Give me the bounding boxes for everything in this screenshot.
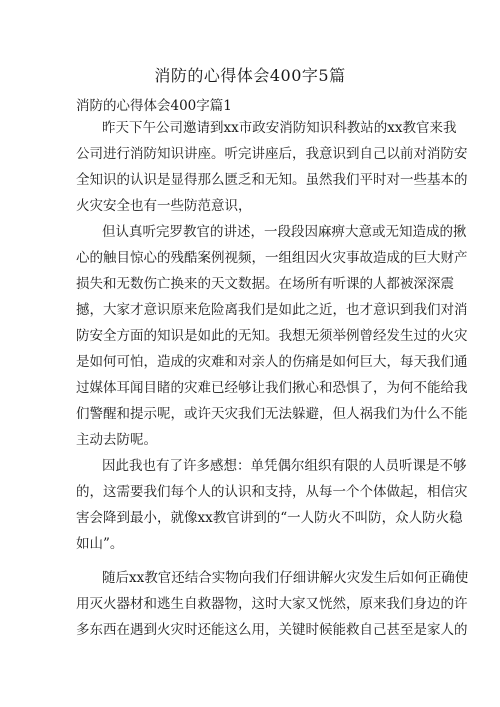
paragraph-line: 昨天下午公司邀请到xx市政安消防知识科教站的xx教官来我: [102, 120, 457, 136]
paragraph-line: 撼，大家才意识原来危险离我们是如此之近，也才意识到我们对消: [76, 302, 468, 318]
paragraph-line: 主动去防呢。: [76, 432, 157, 448]
paragraph-line: 如山”。: [76, 536, 124, 552]
paragraph-line: 火灾安全也有一些防范意识，: [76, 198, 252, 214]
document-subtitle: 消防的心得体会400字篇1: [76, 98, 232, 114]
paragraph-line: 损失和无数伤亡换来的天文数据。在场所有听课的人都被深深震: [76, 276, 454, 292]
paragraph-line: 害会降到最小，就像xx教官讲到的“一人防火不叫防，众人防火稳: [76, 510, 463, 526]
paragraph-line: 全知识的认识是显得那么匮乏和无知。虽然我们平时对一些基本的: [76, 172, 468, 188]
paragraph-line: 用灭火器材和逃生自救器物，这时大家又恍然，原来我们身边的许: [76, 596, 468, 612]
document-title: 消防的心得体会400字5篇: [154, 66, 346, 85]
paragraph-line: 防安全方面的知识是如此的无知。我想无须举例曾经发生过的火灾: [76, 328, 468, 344]
paragraph-line: 多东西在遇到火灾时还能这么用，关键时候能救自己甚至是家人的: [76, 622, 468, 638]
paragraph-line: 是如何可怕，造成的灾难和对亲人的伤痛是如何巨大，每天我们通: [76, 354, 468, 370]
paragraph-line: 随后xx教官还结合实物向我们仔细讲解火灾发生后如何正确使: [102, 570, 469, 586]
paragraph-line: 因此我也有了许多感想：单凭偶尔组织有限的人员听课是不够: [102, 458, 467, 474]
paragraph-line: 公司进行消防知识讲座。听完讲座后，我意识到自己以前对消防安: [76, 146, 468, 162]
paragraph-line: 但认真听完罗教官的讲述，一段段因麻痹大意或无知造成的揪: [102, 224, 467, 240]
paragraph-line: 过媒体耳闻目睹的灾难已经够让我们揪心和恐惧了，为何不能给我: [76, 380, 468, 396]
paragraph-line: 的，这需要我们每个人的认识和支持，从每一个个体做起，相信灾: [76, 484, 468, 500]
paragraph-line: 心的触目惊心的残酷案例视频，一组组因火灾事故造成的巨大财产: [76, 250, 468, 266]
paragraph-line: 们警醒和提示呢，或许天灾我们无法躲避，但人祸我们为什么不能: [76, 406, 468, 422]
